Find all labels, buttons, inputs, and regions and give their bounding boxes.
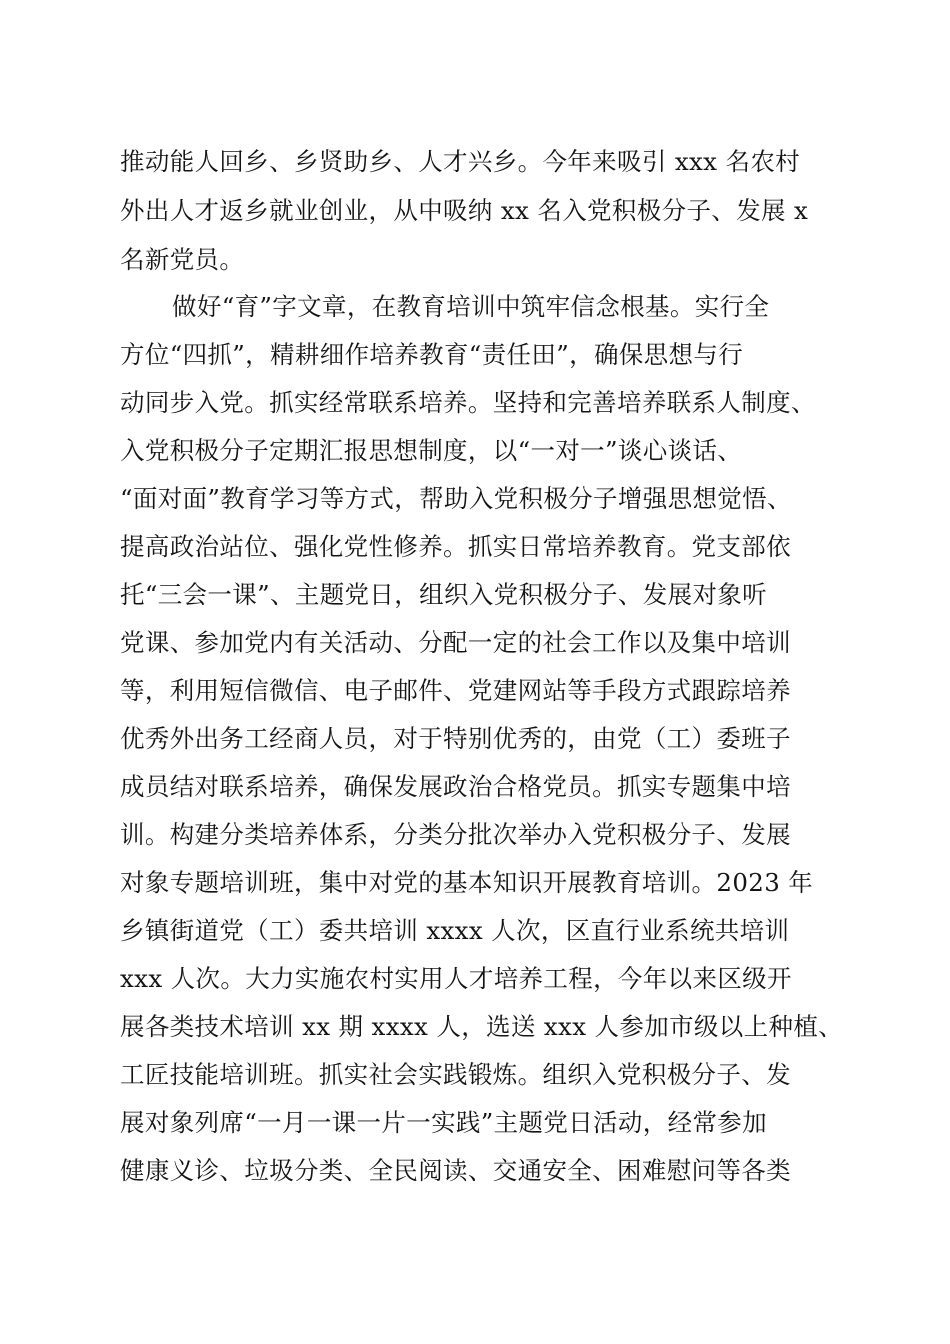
paragraph-1-line-1: 推动能人回乡、乡贤助乡、人才兴乡。今年来吸引 xxx 名农村 — [120, 147, 801, 176]
paragraph-2-line-18: 展对象列席“一月一课一片一实践”主题党日活动，经常参加 — [120, 1108, 767, 1137]
paragraph-2-line-19: 健康义诊、垃圾分类、全民阅读、交通安全、困难慰问等各类 — [120, 1156, 791, 1185]
paragraph-2-line-16: 展各类技术培训 xx 期 xxxx 人，选送 xxx 人参加市级以上种植、 — [120, 1012, 844, 1041]
paragraph-2-line-13: 对象专题培训班，集中对党的基本知识开展教育培训。2023 年 — [120, 868, 814, 897]
paragraph-2-line-3: 动同步入党。抓实经常联系培养。坚持和完善培养联系人制度、 — [120, 388, 816, 417]
paragraph-2-line-2: 方位“四抓”，精耕细作培养教育“责任田”，确保思想与行 — [120, 340, 744, 369]
paragraph-2-line-4: 入党积极分子定期汇报思想制度，以“一对一”谈心谈话、 — [120, 436, 743, 465]
paragraph-2-line-6: 提高政治站位、强化党性修养。抓实日常培养教育。党支部依 — [120, 532, 791, 561]
paragraph-2-line-15: xxx 人次。大力实施农村实用人才培养工程，今年以来区级开 — [120, 964, 792, 993]
paragraph-1-line-2: 外出人才返乡就业创业，从中吸纳 xx 名入党积极分子、发展 x — [120, 196, 809, 225]
paragraph-2-line-12: 训。构建分类培养体系，分类分批次举办入党积极分子、发展 — [120, 820, 791, 849]
paragraph-2-line-11: 成员结对联系培养，确保发展政治合格党员。抓实专题集中培 — [120, 772, 791, 801]
paragraph-2-line-10: 优秀外出务工经商人员，对于特别优秀的，由党（工）委班子 — [120, 724, 791, 753]
paragraph-1-line-3: 名新党员。 — [120, 245, 245, 274]
paragraph-2-line-9: 等，利用短信微信、电子邮件、党建网站等手段方式跟踪培养 — [120, 676, 791, 705]
paragraph-2-line-7: 托“三会一课”、主题党日，组织入党积极分子、发展对象听 — [120, 580, 767, 609]
paragraph-2-line-17: 工匠技能培训班。抓实社会实践锻炼。组织入党积极分子、发 — [120, 1060, 791, 1089]
paragraph-2-line-5: “面对面”教育学习等方式，帮助入党积极分子增强思想觉悟、 — [120, 484, 792, 513]
paragraph-2-line-14: 乡镇街道党（工）委共培训 xxxx 人次，区直行业系统共培训 — [120, 916, 790, 945]
paragraph-2-line-1: 做好“育”字文章，在教育培训中筑牢信念根基。实行全 — [172, 292, 770, 321]
paragraph-2-line-8: 党课、参加党内有关活动、分配一定的社会工作以及集中培训 — [120, 628, 791, 657]
